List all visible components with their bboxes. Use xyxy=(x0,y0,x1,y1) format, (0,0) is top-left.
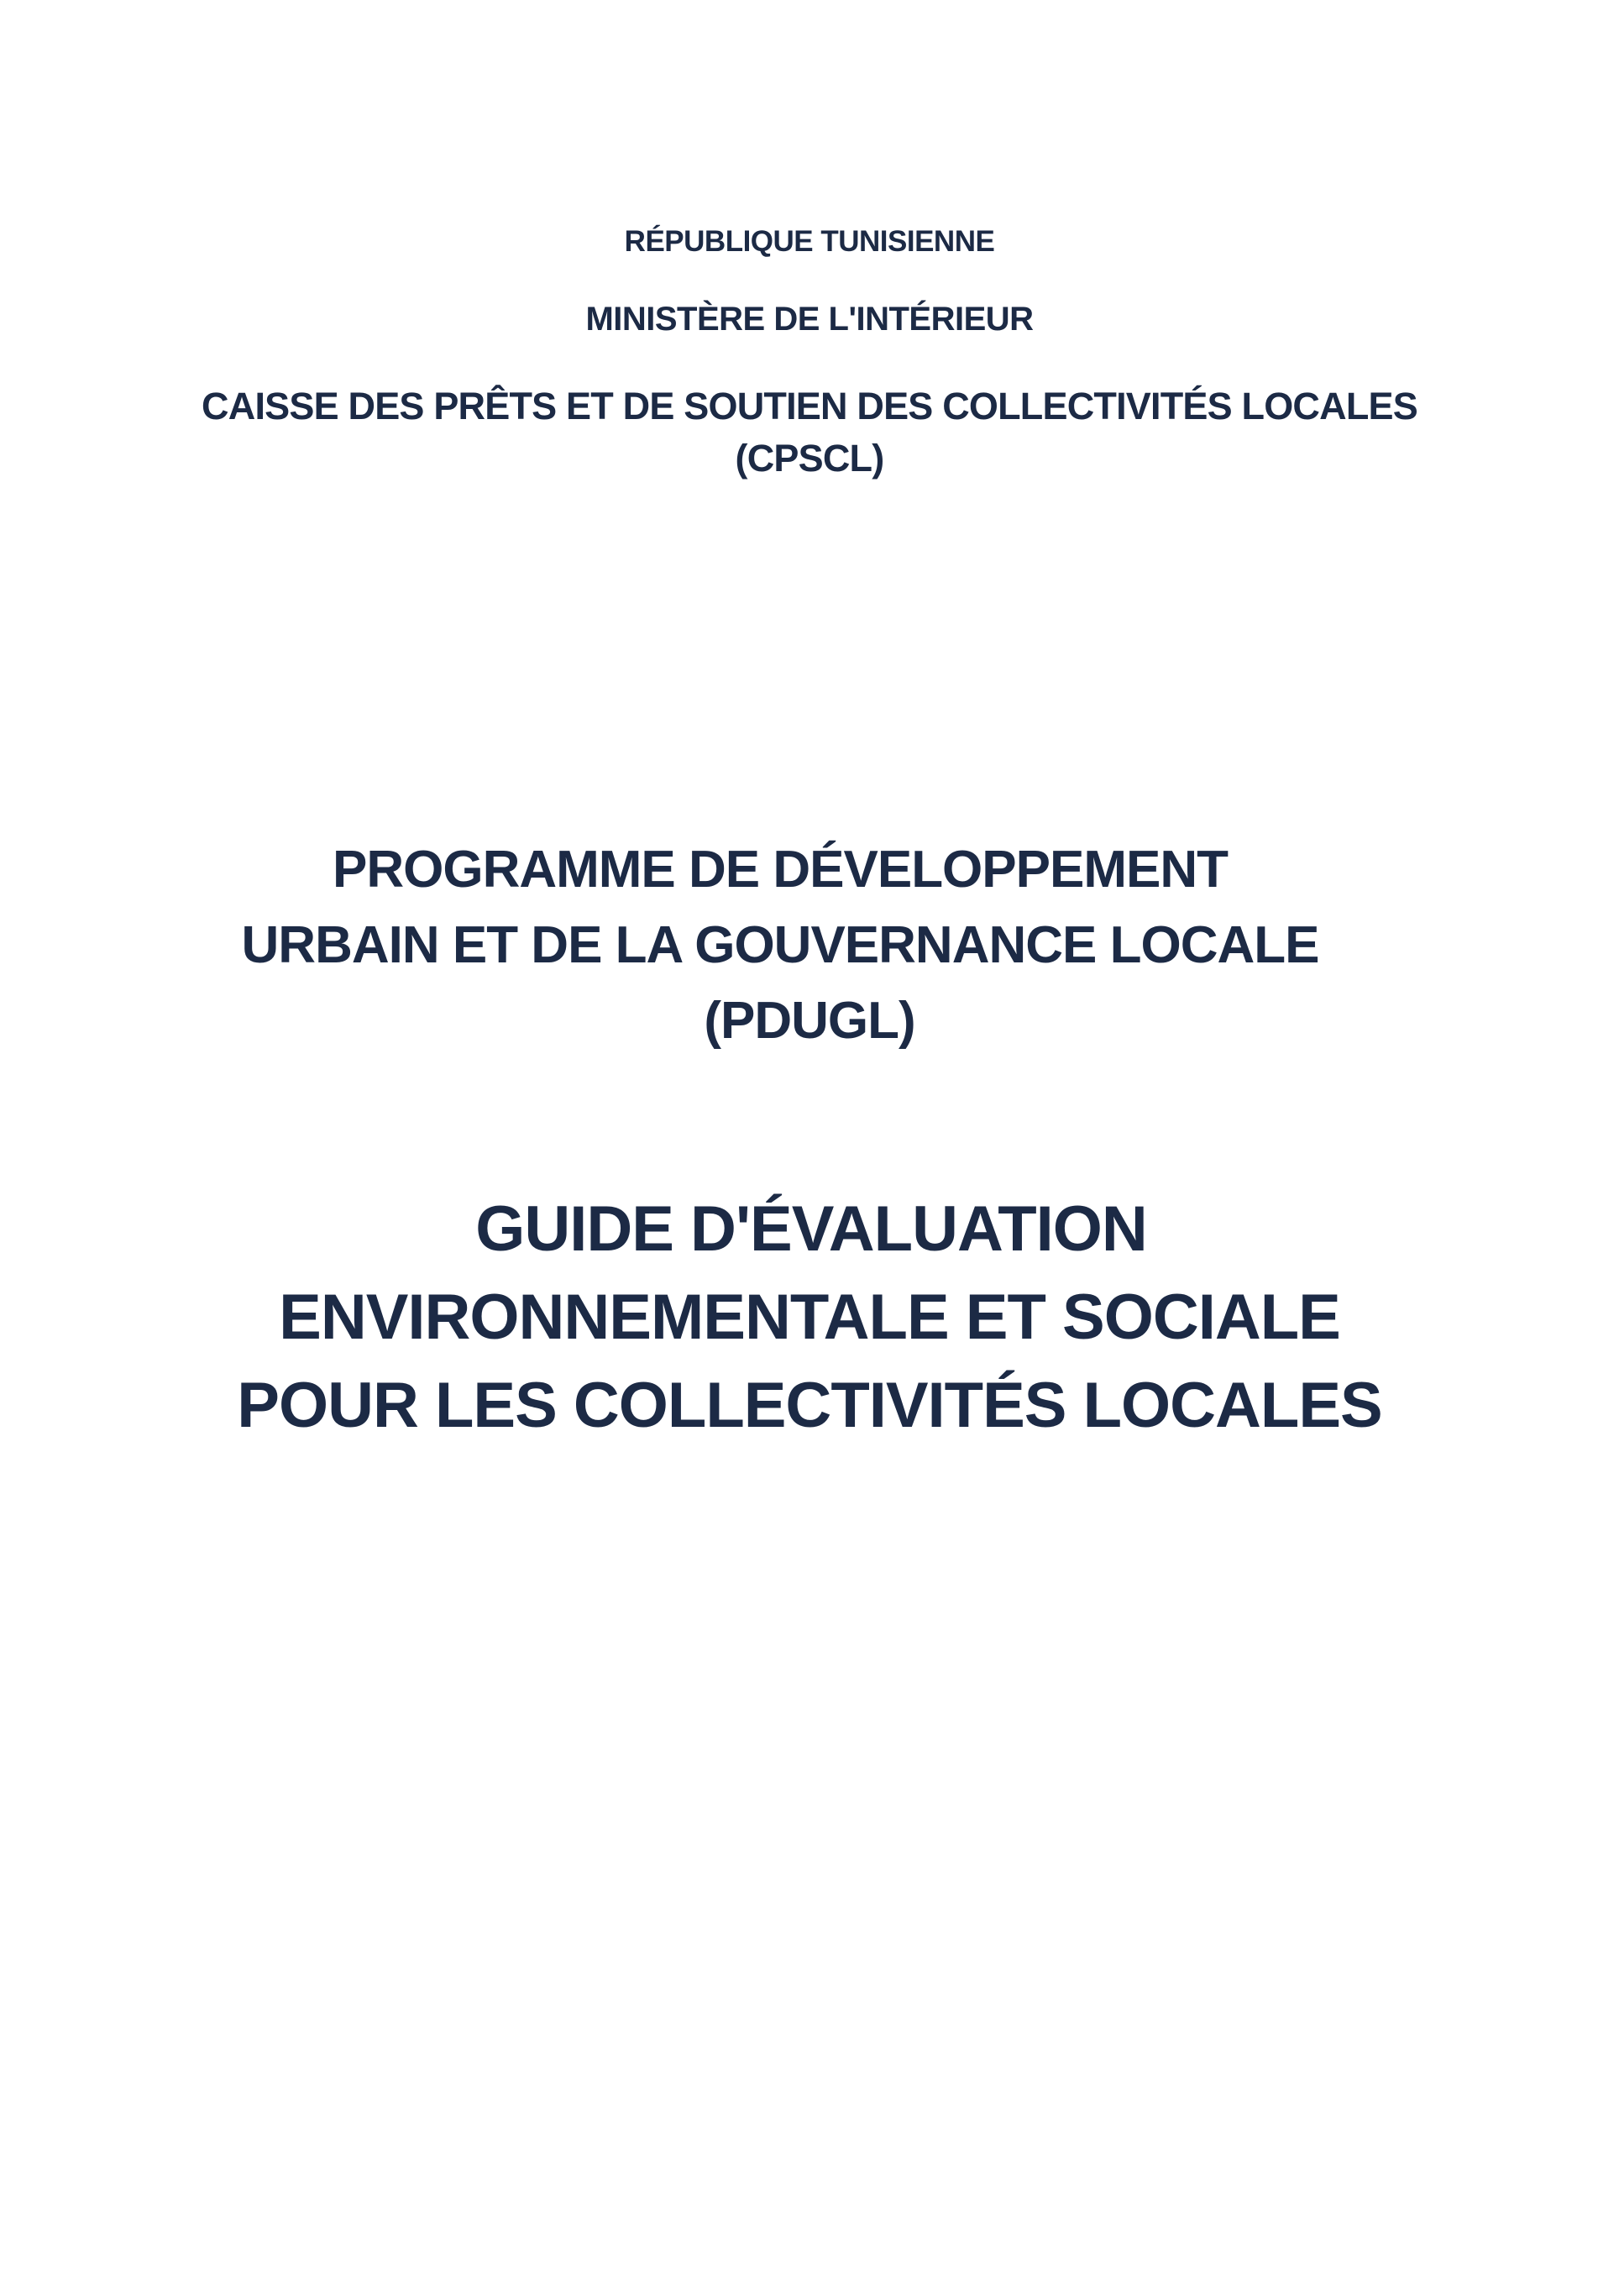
institution-acronym: (CPSCL) xyxy=(735,437,884,480)
document-title-line-3: POUR LES COLLECTIVITÉS LOCALES xyxy=(237,1370,1382,1441)
programme-title-line-1: PROGRAMME DE DÉVELOPPEMENT xyxy=(333,841,1228,899)
document-title-line-1: GUIDE D'ÉVALUATION xyxy=(475,1193,1147,1265)
institution-name: CAISSE DES PRÊTS ET DE SOUTIEN DES COLLECTIVITÉS LOCALES xyxy=(202,385,1417,427)
programme-title-line-2: URBAIN ET DE LA GOUVERNANCE LOCALE xyxy=(241,916,1319,974)
document-title-line-2: ENVIRONNEMENTALE ET SOCIALE xyxy=(279,1282,1340,1353)
programme-acronym: (PDUGL) xyxy=(704,992,915,1050)
ministry-heading: MINISTÈRE DE L'INTÉRIEUR xyxy=(585,301,1034,338)
country-heading: RÉPUBLIQUE TUNISIENNE xyxy=(624,225,995,258)
